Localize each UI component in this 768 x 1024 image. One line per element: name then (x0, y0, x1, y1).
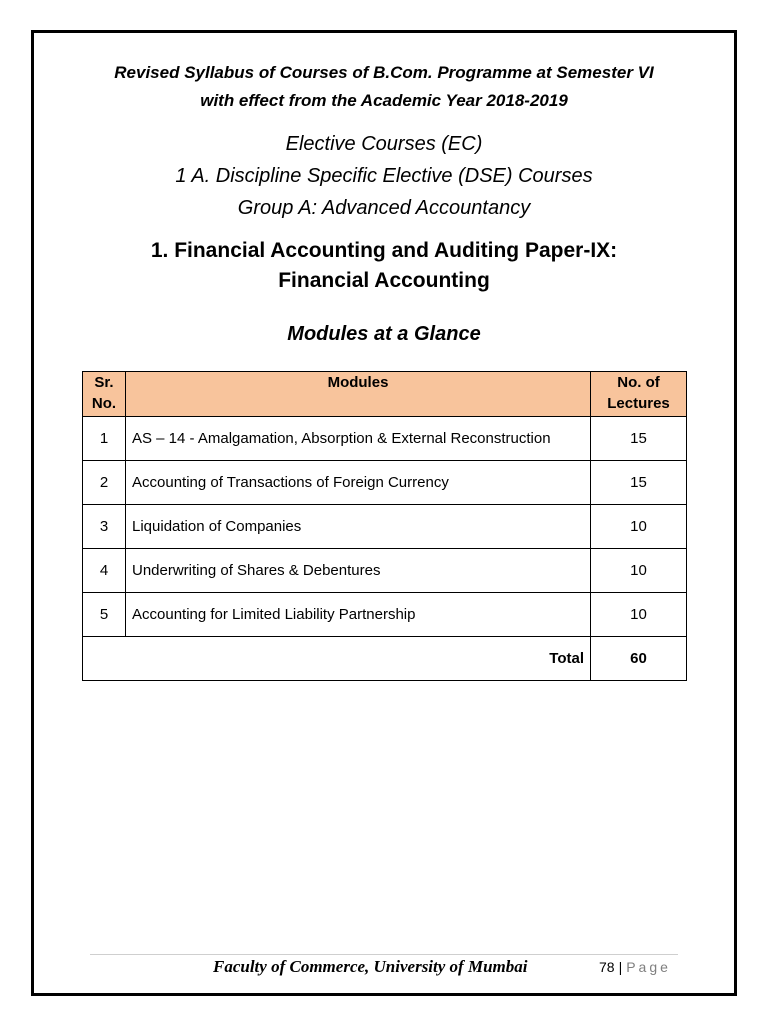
page-number: 78 (599, 959, 615, 975)
table-header-row (83, 372, 687, 417)
footer-divider (90, 954, 678, 955)
paper-title-line-1: 1. Financial Accounting and Auditing Paper-IX: (150, 239, 618, 262)
header-sr-no: Sr. No. (83, 372, 126, 417)
row-sr: 3 (83, 505, 126, 549)
row-lectures: 15 (591, 417, 687, 461)
header-modules: Modules (126, 372, 591, 417)
section-title: Modules at a Glance (287, 323, 481, 345)
table-total-row (83, 637, 687, 681)
page-label: Page (626, 959, 671, 975)
group-title: Group A: Advanced Accountancy (237, 197, 531, 219)
elective-courses-title: Elective Courses (EC) (285, 133, 483, 155)
footer-page-indicator (599, 959, 671, 975)
modules-table (82, 371, 687, 681)
row-module: Accounting of Transactions of Foreign Currency (126, 461, 591, 505)
table-row (83, 549, 687, 593)
row-lectures: 15 (591, 461, 687, 505)
row-sr: 2 (83, 461, 126, 505)
row-sr: 4 (83, 549, 126, 593)
row-module: Accounting for Limited Liability Partnership (126, 593, 591, 637)
header-lectures: No. of Lectures (591, 372, 687, 417)
header-line-1: Revised Syllabus of Courses of B.Com. Programme at Semester VI (114, 63, 654, 82)
row-module: Liquidation of Companies (126, 505, 591, 549)
row-module: Underwriting of Shares & Debentures (126, 549, 591, 593)
row-module: AS – 14 - Amalgamation, Absorption & External Reconstruction (126, 417, 591, 461)
table-row (83, 505, 687, 549)
row-lectures: 10 (591, 505, 687, 549)
table-row (83, 593, 687, 637)
row-sr: 1 (83, 417, 126, 461)
row-sr: 5 (83, 593, 126, 637)
total-value: 60 (591, 637, 687, 681)
page-separator: | (618, 959, 623, 975)
header-line-2: with effect from the Academic Year 2018-2019 (200, 91, 568, 110)
dse-courses-title: 1 A. Discipline Specific Elective (DSE) Courses (175, 165, 593, 187)
table-row (83, 417, 687, 461)
row-lectures: 10 (591, 549, 687, 593)
table-row (83, 461, 687, 505)
row-lectures: 10 (591, 593, 687, 637)
paper-title-line-2: Financial Accounting (278, 269, 490, 292)
footer-institution: Faculty of Commerce, University of Mumbai (213, 957, 528, 976)
total-label: Total (83, 637, 591, 681)
